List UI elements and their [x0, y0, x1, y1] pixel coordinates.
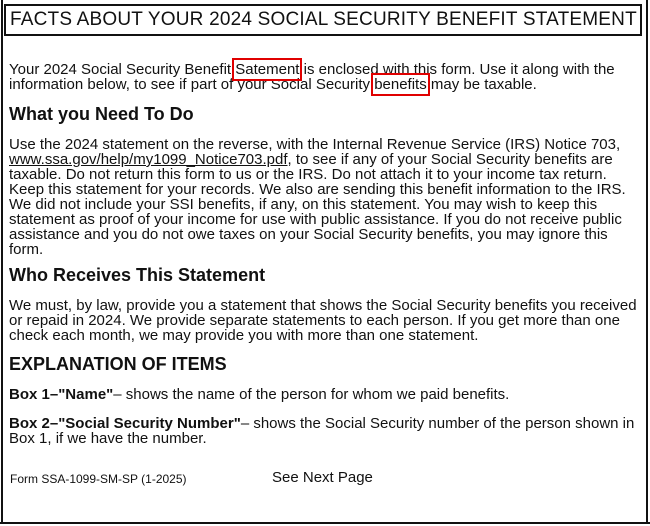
receives-paragraph: We must, by law, provide you a statement that shows the Social Security benefits you received or repaid in 2024. We provide separate statements to each person. If you get more than one check each month, we may provide you with more than one statement. [9, 297, 637, 344]
page-border-right [646, 0, 648, 524]
intro-text-3: may be taxable. [426, 76, 537, 93]
intro-text-1: Your 2024 Social Security Benefit [9, 61, 236, 78]
box2-text: – shows the Social Security number of the person shown in Box 1, if we have the number. [9, 415, 635, 447]
heading-what-you-need: What you Need To Do [9, 104, 194, 124]
box1-explanation [9, 387, 639, 402]
highlighted-word-satement: Satement [235, 61, 300, 78]
notice703-link[interactable]: www.ssa.gov/help/my1099_Notice703.pdf [9, 151, 288, 168]
need-paragraph [9, 137, 639, 257]
heading-who-receives: Who Receives This Statement [9, 265, 266, 285]
see-next-page: See Next Page [272, 469, 373, 486]
page-title: FACTS ABOUT YOUR 2024 SOCIAL SECURITY BENEFIT STATEMENT [4, 4, 642, 36]
box1-label: Box 1–"Name" [9, 386, 114, 403]
need-text-2: , to see if any of your Social Security benefits are taxable. Do not return this form to us or the IRS. Do not attach it to your income tax return. Keep this statement for your records. We also are sending this benefit information to the IRS. We did not include your SSI benefits, if any, on this statement. You may wish to keep this statement as proof of your income for use with public assistance. If you do not receive public assistance and you do not owe taxes on your Social Security benefits, you may ignore this form. [9, 151, 626, 258]
box2-label: Box 2–"Social Security Number" [9, 415, 241, 432]
intro-paragraph [9, 62, 639, 92]
page-border-left [1, 0, 3, 524]
intro-text-2: is enclosed with this form. Use it along with the information below, to see if part of your Social Security [9, 61, 615, 93]
form-id: Form SSA-1099-SM-SP (1-2025) [10, 472, 187, 486]
box1-text: – shows the name of the person for whom we paid benefits. [113, 386, 510, 403]
box2-explanation [9, 416, 639, 446]
page-border-bottom [0, 522, 650, 524]
need-text-1: Use the 2024 statement on the reverse, with the Internal Revenue Service (IRS) Notice 703, [9, 136, 621, 153]
highlighted-word-benefits: benefits [374, 76, 427, 93]
heading-explanation-of-items: EXPLANATION OF ITEMS [9, 354, 227, 374]
